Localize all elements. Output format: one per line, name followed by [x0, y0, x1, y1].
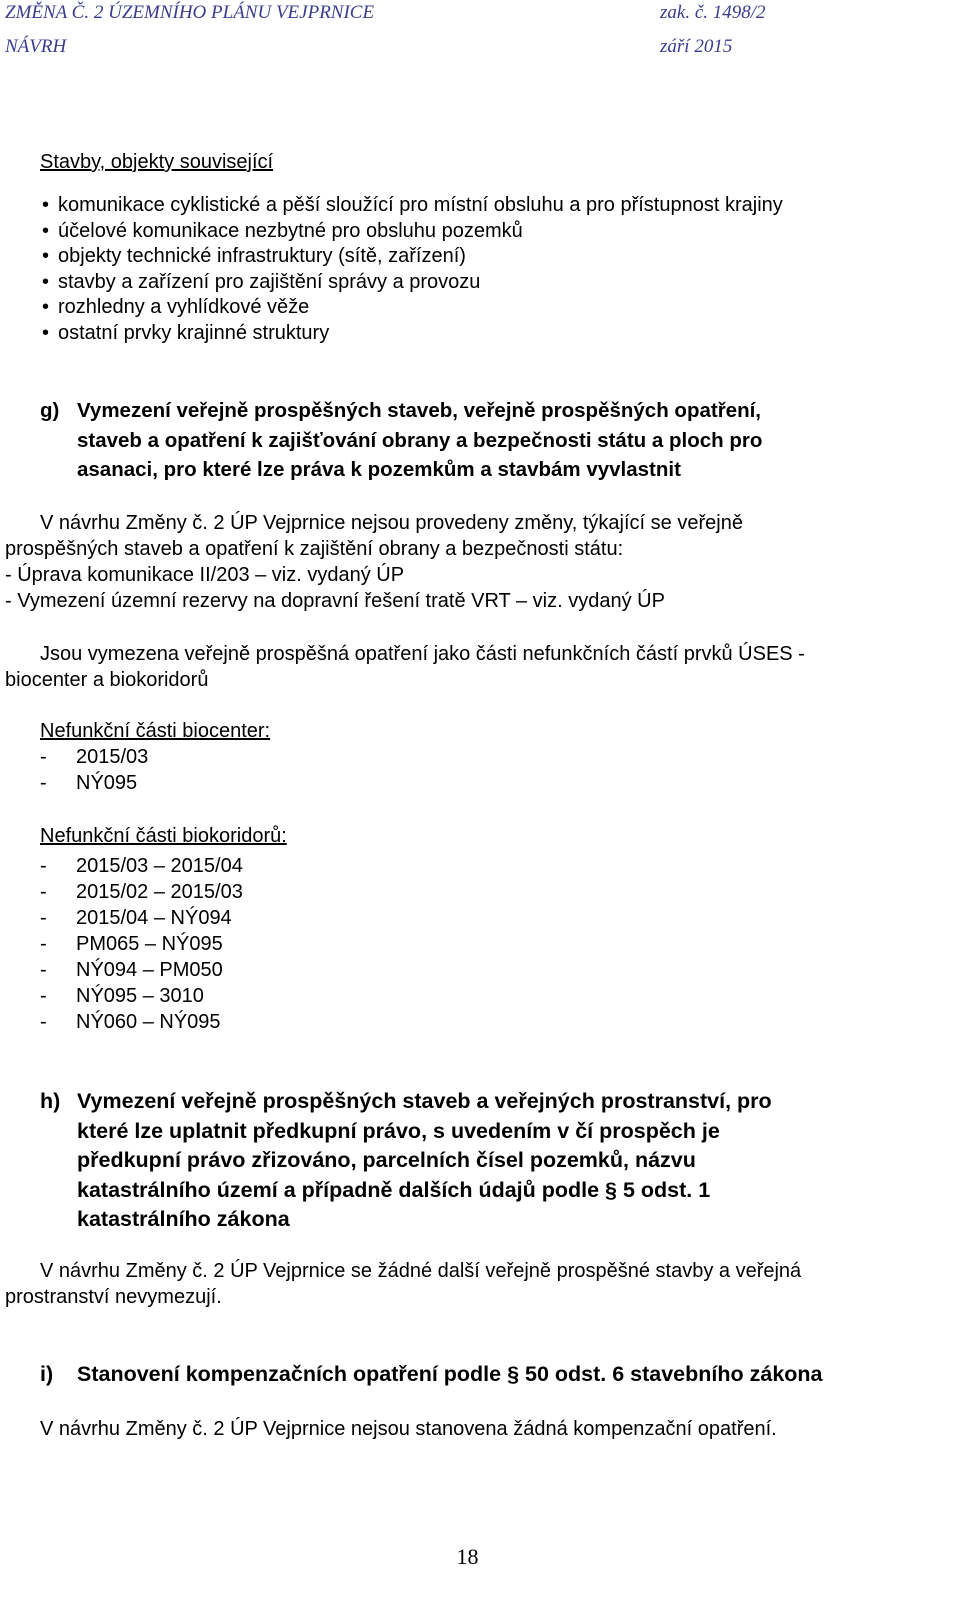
list-item: • ostatní prvky krajinné struktury [42, 321, 330, 344]
heading-line: předkupní právo zřizováno, parcelních čísel pozemků, názvu [77, 1148, 696, 1172]
section-h-paragraph: V návrhu Změny č. 2 ÚP Vejprnice se žádné další veřejně prospěšné stavby a veřejná [40, 1260, 802, 1282]
paragraph-line: prostranství nevymezují. [5, 1286, 222, 1308]
section-i-paragraph: V návrhu Změny č. 2 ÚP Vejprnice nejsou stanovena žádná kompenzační opatření. [40, 1418, 777, 1440]
page-number: 18 [456, 1544, 479, 1569]
list-item: - PM065 – NÝ095 [40, 933, 223, 955]
section-h-heading [40, 1087, 930, 1235]
section-i-heading [40, 1360, 940, 1390]
heading-line: Stanovení kompenzačních opatření podle § 50 odst. 6 stavebního zákona [77, 1362, 823, 1386]
section-g-paragraph-1 [40, 510, 935, 536]
list-item: - NÝ094 – PM050 [40, 959, 223, 981]
biocenters-title: Nefunkční části biocenter: [40, 720, 271, 742]
biocorridors-list [40, 853, 243, 1035]
paragraph-line: biocenter a biokoridorů [5, 669, 209, 691]
section-label: g) [40, 399, 60, 422]
list-item: - 2015/03 – 2015/04 [40, 855, 243, 877]
section-g-heading [40, 396, 940, 485]
list-item: - 2015/03 [40, 746, 149, 768]
header-date: září 2015 [660, 36, 733, 57]
heading-line: které lze uplatnit předkupní právo, s uvedením v čí prospěch je [77, 1118, 720, 1143]
related-buildings-list [42, 193, 783, 347]
heading-line: asanaci, pro které lze práva k pozemkům a stavbám vyvlastnit [77, 458, 681, 481]
list-item: - NÝ095 [40, 772, 138, 794]
heading-line: katastrálního zákona [77, 1207, 290, 1231]
paragraph-line: prospěšných staveb a opatření k zajištění obrany a bezpečnosti státu: [5, 538, 624, 560]
paragraph-line: V návrhu Změny č. 2 ÚP Vejprnice nejsou provedeny změny, týkající se veřejně [40, 512, 743, 534]
paragraph-line: - Úprava komunikace II/203 – viz. vydaný ÚP [5, 564, 405, 586]
list-item: - 2015/02 – 2015/03 [40, 881, 243, 903]
heading-line: katastrálního území a případně dalších údajů podle § 5 odst. 1 [77, 1177, 711, 1202]
related-buildings-title: Stavby, objekty související [40, 151, 274, 173]
list-item: • stavby a zařízení pro zajištění správy a provozu [42, 270, 481, 293]
list-item: - NÝ095 – 3010 [40, 985, 204, 1007]
list-item: - NÝ060 – NÝ095 [40, 1011, 221, 1033]
header-contract-number: zak. č. 1498/2 [660, 2, 766, 23]
heading-line: Vymezení veřejně prospěšných staveb, veřejně prospěšných opatření, [77, 399, 761, 422]
list-item: - 2015/04 – NÝ094 [40, 907, 232, 929]
biocenters-list [40, 744, 148, 796]
heading-line: staveb a opatření k zajišťování obrany a bezpečnosti státu a ploch pro [77, 428, 763, 452]
header-status: NÁVRH [5, 36, 67, 57]
section-label: i) [40, 1362, 54, 1386]
list-item: • komunikace cyklistické a pěší sloužící pro místní obsluhu a pro přístupnost krajiny [42, 194, 783, 216]
list-item: • objekty technické infrastruktury (sítě, zařízení) [42, 245, 466, 268]
paragraph-line: - Vymezení územní rezervy na dopravní řešení tratě VRT – viz. vydaný ÚP [5, 590, 665, 612]
section-g-paragraph-2: Jsou vymezena veřejně prospěšná opatření jako části nefunkčních částí prvků ÚSES - [40, 643, 805, 665]
header-document-title: ZMĚNA Č. 2 ÚZEMNÍHO PLÁNU VEJPRNICE [5, 2, 375, 23]
heading-line: Vymezení veřejně prospěšných staveb a veřejných prostranství, pro [77, 1089, 772, 1113]
biocorridors-title: Nefunkční části biokoridorů: [40, 825, 287, 847]
section-label: h) [40, 1089, 61, 1113]
list-item: • rozhledny a vyhlídkové věže [42, 296, 310, 319]
list-item: • účelové komunikace nezbytné pro obsluhu pozemků [42, 219, 523, 242]
